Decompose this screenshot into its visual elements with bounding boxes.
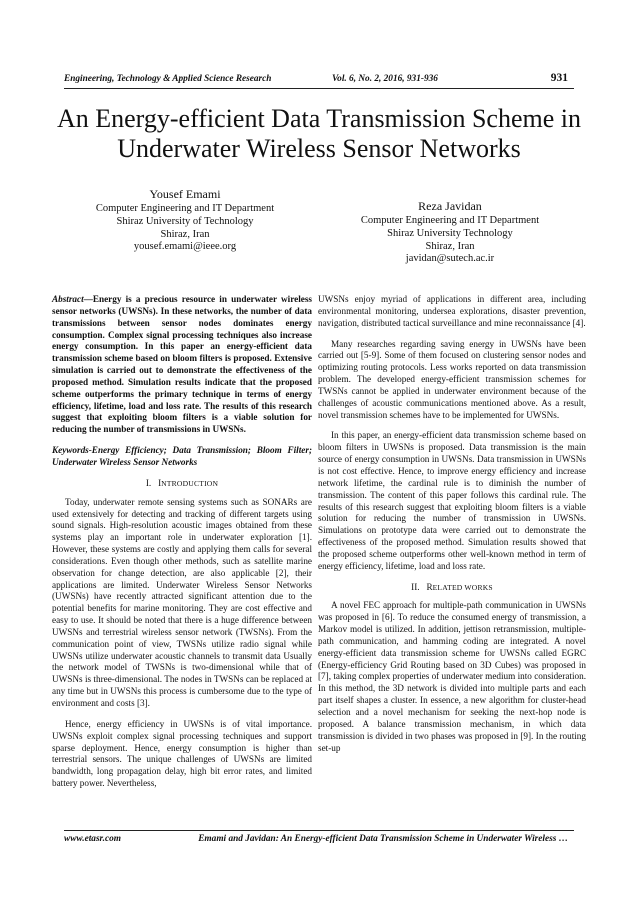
author-university: Shiraz University of Technology	[116, 215, 254, 227]
body-paragraph: Hence, energy efficiency in UWSNs is of vital importance. UWSNs exploit complex signal processing techniques and support sparse deployment. Hence, energy consumption is higher than terrestrial sensors. The unique challenges of UWSNs are limited bandwidth, long propagation delay, high bit error rates, and limited battery power. Nevertheless,	[52, 718, 312, 789]
title-line-2: Underwater Wireless Sensor Networks	[117, 134, 521, 163]
body-paragraph: In this paper, an energy-efficient data transmission scheme based on bloom filters in UWSNs is proposed. Data transmission is the main source of energy consumption in UWSNs. Data transmission in UWSNs is not cost effective. Hence, to improve energy efficiency and increase network lifetime, the cardinal rule is to diminish the number of transmission. The content of this paper follows this cardinal rule. The results of this research suggest that exploiting bloom filters is a viable solution for reducing the number of transmission in UWSNs. Simulations on prototype data were carried out to demonstrate the effectiveness of the proposed method. Simulation results showed that the proposed scheme outperforms other well-known method in term of energy efficiency, lifetime, load and loss rate.	[318, 430, 586, 571]
title-line-1: An Energy-efficient Data Transmission Scheme in	[56, 104, 581, 133]
keywords: Keywords-Energy Efficiency; Data Transmission; Bloom Filter; Underwater Wireless Sensor Networks	[52, 445, 312, 467]
abstract-label: Abstract	[52, 294, 84, 304]
paper-title	[30, 104, 608, 164]
journal-website: www.etasr.com	[64, 834, 121, 844]
author-email: yousef.emami@ieee.org	[133, 241, 237, 253]
journal-name: Engineering, Technology & Applied Science Research	[64, 74, 272, 84]
volume-info: Vol. 6, No. 2, 2016, 931-936	[332, 74, 438, 84]
author-block-2	[325, 199, 575, 266]
section-heading-related-works: II. RELATED WORKS	[411, 581, 493, 592]
author-location: Shiraz, Iran	[425, 240, 475, 252]
footer-citation: Emami and Javidan: An Energy-efficient Data Transmission Scheme in Underwater Wireless …	[198, 834, 568, 844]
author-block-1	[60, 187, 310, 254]
section-heading-introduction: I. INTRODUCTION	[145, 477, 219, 488]
body-paragraph: UWSNs enjoy myriad of applications in different area, including environmental monitoring, undersea explorations, disaster prevention, navigation, distributed tactical surveillance and mine reconnaissance [4].	[318, 294, 586, 328]
abstract-text: Energy is a precious resource in underwater wireless sensor networks (UWSNs). In these networks, the number of data transmissions between sensor nodes dominates energy consumption. Complex signal processing techniques also increase energy consumption. In this paper an energy-efficient data transmission scheme based on bloom filters is proposed. Extensive simulation is carried out to demonstrate the effectiveness of the proposed method. Simulation results indicate that the proposed scheme outperforms the primary technique in terms of energy efficiency, lifetime, load and loss rate. The results of this research suggest that exploiting bloom filters is a viable solution for reducing the number of transmissions in UWSNs.	[52, 294, 312, 435]
page-number: 931	[550, 72, 568, 84]
abstract	[52, 294, 312, 436]
left-column	[52, 294, 312, 799]
author-department: Computer Engineering and IT Department	[360, 215, 540, 226]
author-university: Shiraz University Technology	[387, 227, 513, 239]
body-paragraph: A novel FEC approach for multiple-path communication in UWSNs was proposed in [6]. To reduce the consumed energy of transmission, a Markov model is utilized. In addition, jettison retransmission, multiple-path communication, and hamming coding are integrated. A novel energy-efficient data transmission scheme for UWSNs called EGRC (Energy-efficiency Grid Routing based on 3D Cubes) was proposed in [7], taking complex properties of underwater medium into consideration. In this method, the 3D network is divided into multiple parts and each part itself shapes a cluster. In essence, a new algorithm for cluster-head selection and a novel mechanism for seeking the next-hop node is proposed. A balance transmission mechanism, in which data transmission is divided in two phases was proposed in [9]. In the routing set-up	[318, 600, 586, 753]
right-column	[318, 294, 586, 763]
footer-rule	[64, 830, 574, 831]
header-rule	[64, 88, 574, 89]
author-name: Yousef Emami	[149, 187, 221, 201]
author-department: Computer Engineering and IT Department	[95, 203, 275, 214]
abstract-dash: —	[83, 294, 93, 304]
running-header	[64, 72, 574, 88]
body-paragraph: Today, underwater remote sensing systems such as SONARs are used extensively for detecting and tracking of different targets using sound signals. High-resolution acoustic images obtained from these systems play an important role in underwater exploration [1]. However, these systems are costly and applying them calls for several considerations. Even though other methods, such as satellite marine observation for change detection, are also applicable [2], their applications are limited. Underwater Wireless Sensor Networks (UWSNs) have recently attracted significant attention due to the potential benefits for marine monitoring. They are cost effective and easy to use. It should be noted that there is a huge difference between UWSNs and terrestrial wireless sensor network (TWSNs). From the communication point of view, TWSNs utilize radio signal while UWSNs utilize underwater acoustic channels to transmit data Usually the network model of TWSNs is two-dimensional while that of UWSNs is three-dimensional. The nodes in TWSNs can be replaced at any time but in UWSNs this process is cumbersome due to the type of environment and costs [3].	[52, 496, 312, 708]
author-name: Reza Javidan	[418, 199, 482, 213]
author-location: Shiraz, Iran	[160, 228, 210, 240]
author-email: javidan@sutech.ac.ir	[405, 253, 495, 265]
body-paragraph: Many researches regarding saving energy in UWSNs have been carried out [5-9]. Some of them focused on clustering sensor nodes and optimizing routing protocols. Less works reported on data transmission problem. The developed energy-efficient transmission schemes for TWSNs cannot be applied in underwater environment because of the challenges of acoustic communications mentioned above. As a result, novel transmission schemes have to be implemented for UWSNs.	[318, 338, 586, 420]
